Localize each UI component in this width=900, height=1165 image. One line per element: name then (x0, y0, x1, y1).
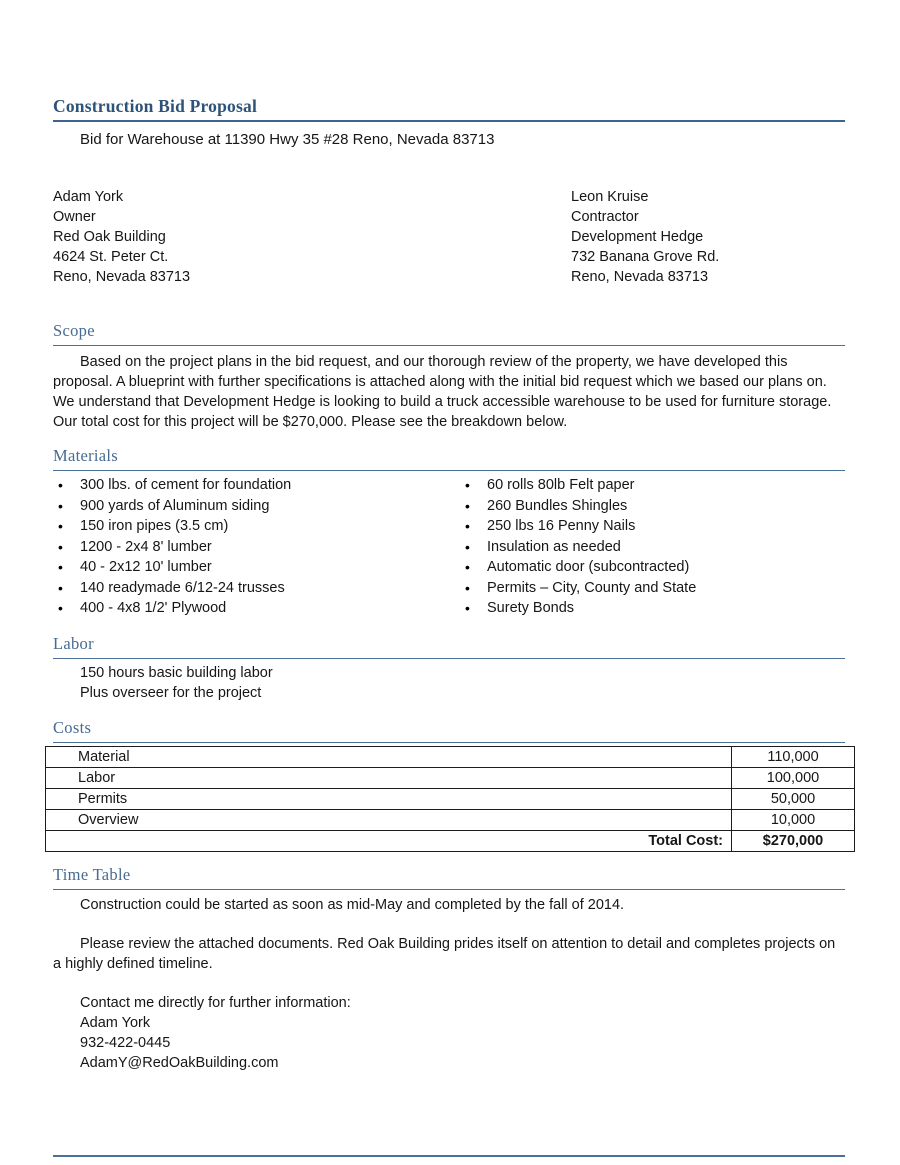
contractor-address1: 732 Banana Grove Rd. (571, 249, 720, 265)
list-item (53, 496, 460, 517)
list-item-text: 260 Bundles Shingles (487, 497, 628, 514)
document-content (53, 0, 845, 1073)
total-cost-label: Total Cost: (46, 830, 732, 851)
bullet-icon: • (465, 497, 470, 514)
document-title: Construction Bid Proposal (53, 95, 845, 122)
table-total-row (46, 830, 855, 851)
contact-intro: Contact me directly for further information: (80, 994, 351, 1011)
owner-name: Adam York (53, 189, 124, 205)
cost-row-value: 50,000 (732, 788, 855, 809)
bullet-icon: • (465, 559, 470, 575)
list-item-text: 300 lbs. of cement for foundation (80, 477, 292, 493)
list-item (460, 578, 845, 599)
list-item-text: Insulation as needed (487, 538, 621, 555)
list-item-text: 900 yards of Aluminum siding (80, 497, 270, 514)
list-item-text: Automatic door (subcontracted) (487, 559, 690, 575)
list-item (460, 496, 845, 517)
table-row (46, 809, 855, 830)
cost-row-label: Material (46, 746, 732, 767)
bullet-icon: • (58, 477, 63, 493)
owner-block (53, 187, 353, 287)
materials-heading: Materials (53, 446, 845, 471)
materials-lists (53, 475, 845, 619)
contact-name: Adam York (80, 1014, 151, 1031)
timetable-heading: Time Table (53, 865, 845, 890)
labor-text (80, 663, 845, 703)
list-item (53, 475, 460, 496)
materials-list-left (53, 475, 460, 619)
contractor-block (571, 187, 845, 287)
list-item-text: 140 readymade 6/12-24 trusses (80, 579, 285, 596)
contact-email: AdamY@RedOakBuilding.com (80, 1054, 279, 1071)
costs-heading: Costs (53, 718, 845, 743)
cost-row-value: 110,000 (732, 746, 855, 767)
list-item (53, 537, 460, 558)
list-item (460, 598, 845, 619)
owner-company: Red Oak Building (53, 229, 166, 245)
labor-heading: Labor (53, 634, 845, 659)
contractor-name: Leon Kruise (571, 189, 649, 205)
list-item-text: 60 rolls 80lb Felt paper (487, 477, 635, 493)
contractor-address2: Reno, Nevada 83713 (571, 269, 709, 285)
page-footer-rule (53, 1155, 845, 1157)
list-item (53, 578, 460, 599)
table-row (46, 788, 855, 809)
bullet-icon: • (58, 538, 63, 555)
bullet-icon: • (465, 538, 470, 555)
bullet-icon: • (58, 518, 63, 534)
bullet-icon: • (58, 497, 63, 514)
contact-block (80, 993, 845, 1073)
bullet-icon: • (465, 518, 470, 534)
owner-address2: Reno, Nevada 83713 (53, 269, 191, 285)
list-item-text: 40 - 2x12 10' lumber (80, 559, 212, 575)
list-item (53, 598, 460, 619)
bid-subtitle: Bid for Warehouse at 11390 Hwy 35 #28 Reno, Nevada 83713 (80, 131, 495, 148)
cost-row-label: Permits (46, 788, 732, 809)
list-item-text: 250 lbs 16 Penny Nails (487, 518, 636, 534)
bullet-icon: • (58, 559, 63, 575)
list-item (53, 557, 460, 578)
labor-line: Plus overseer for the project (80, 684, 262, 701)
list-item (460, 516, 845, 537)
cost-row-value: 10,000 (732, 809, 855, 830)
owner-address1: 4624 St. Peter Ct. (53, 249, 169, 265)
bullet-icon: • (465, 477, 470, 493)
list-item-text: 400 - 4x8 1/2' Plywood (80, 600, 227, 616)
timetable-paragraph-2: Please review the attached documents. Red Oak Building prides itself on attention to detail and completes projects on a highly defined timeline. (53, 935, 836, 972)
contractor-company: Development Hedge (571, 229, 704, 245)
bullet-icon: • (465, 579, 470, 596)
timetable-paragraph-1: Construction could be started as soon as mid-May and completed by the fall of 2014. (80, 896, 625, 913)
table-row (46, 746, 855, 767)
list-item-text: Surety Bonds (487, 600, 575, 616)
cost-row-value: 100,000 (732, 767, 855, 788)
labor-line: 150 hours basic building labor (80, 664, 273, 681)
contact-phone: 932-422-0445 (80, 1034, 171, 1051)
list-item (460, 557, 845, 578)
materials-list-right (460, 475, 845, 619)
costs-table (45, 746, 855, 852)
bullet-icon: • (465, 600, 470, 616)
parties-section (53, 187, 845, 287)
list-item-text: 150 iron pipes (3.5 cm) (80, 518, 229, 534)
cost-row-label: Overview (46, 809, 732, 830)
list-item (53, 516, 460, 537)
owner-role: Owner (53, 209, 96, 225)
scope-heading: Scope (53, 321, 845, 346)
bullet-icon: • (58, 579, 63, 596)
table-row (46, 767, 855, 788)
list-item (460, 475, 845, 496)
list-item (460, 537, 845, 558)
contractor-role: Contractor (571, 209, 639, 225)
bullet-icon: • (58, 600, 63, 616)
list-item-text: Permits – City, County and State (487, 579, 697, 596)
cost-row-label: Labor (46, 767, 732, 788)
scope-paragraph: Based on the project plans in the bid request, and our thorough review of the property, we have developed this proposal. A blueprint with further specifications is attached along with the initial bid request which we based our plans on. We understand that Development Hedge is looking to build a truck accessible warehouse to be used for furniture storage. Our total cost for this project will be $270,000. Please see the breakdown below. (53, 354, 832, 430)
total-cost-value: $270,000 (732, 830, 855, 851)
list-item-text: 1200 - 2x4 8' lumber (80, 538, 212, 555)
